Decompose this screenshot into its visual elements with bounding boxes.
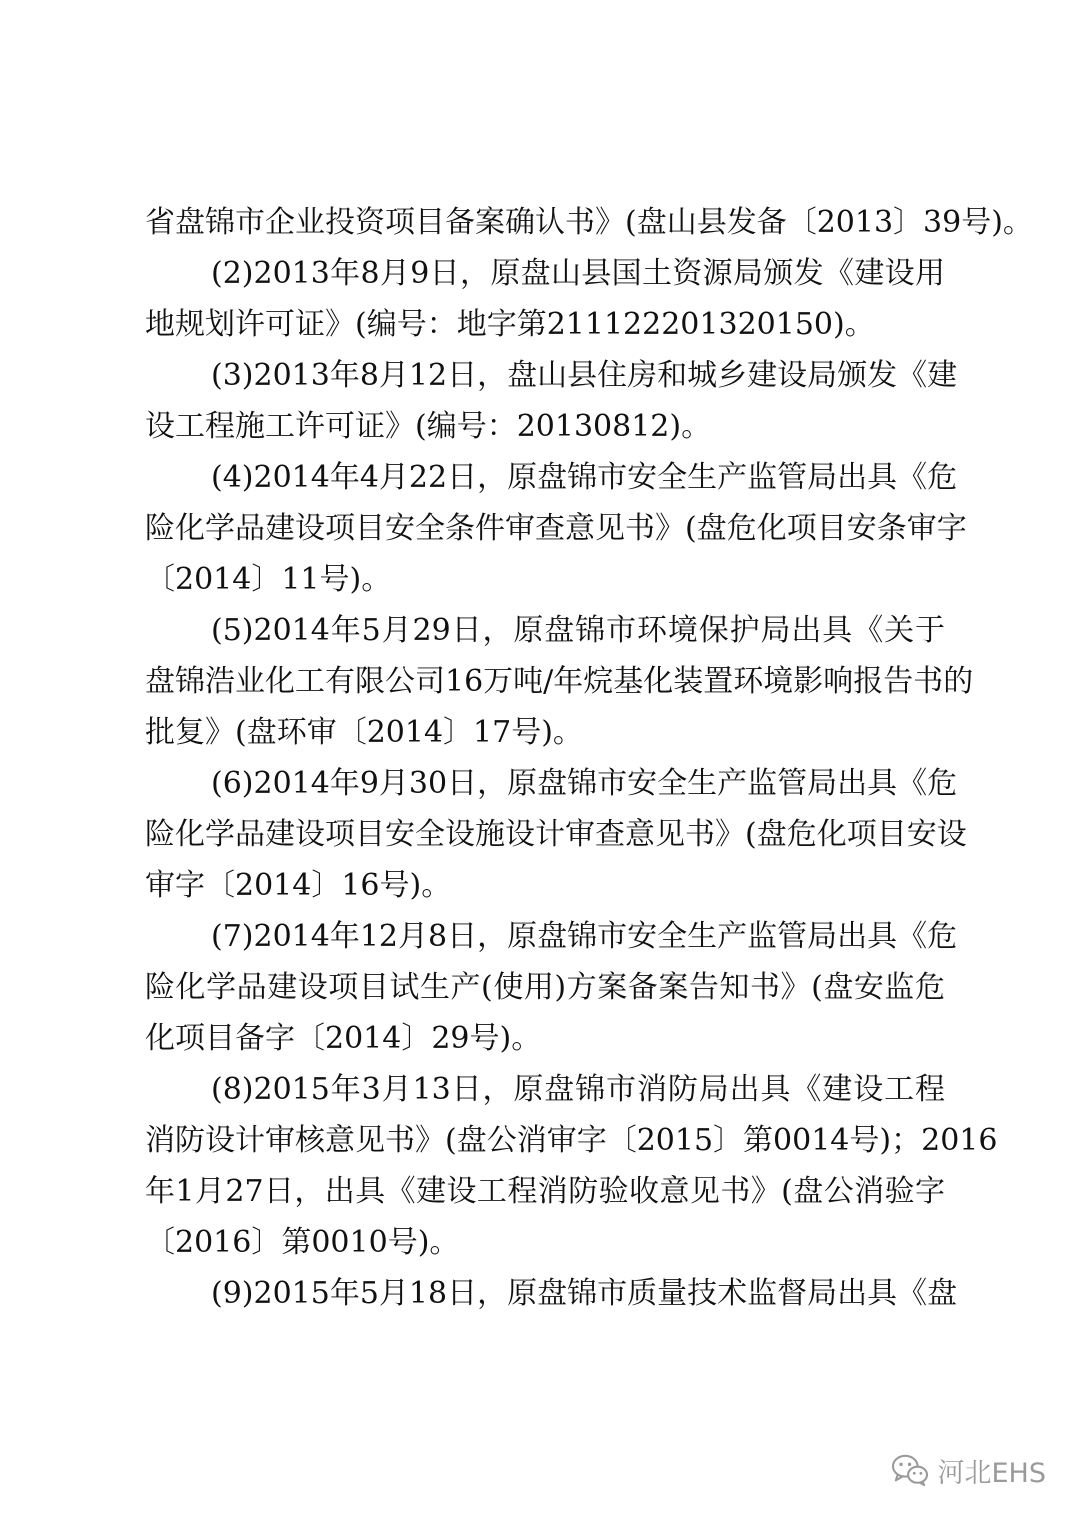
text-line: 批复》(盘环审〔2014〕17号)。 (145, 715, 583, 750)
text-line: (6)2014年9月30日，原盘锦市安全生产监管局出具《危 (211, 766, 958, 801)
wechat-icon (891, 1453, 929, 1487)
watermark-label: 河北EHS (937, 1457, 1046, 1489)
text-line: (5)2014年5月29日，原盘锦市环境保护局出具《关于 (211, 613, 945, 648)
document-page (145, 197, 1033, 1319)
text-line: 化项目备字〔2014〕29号)。 (145, 1021, 542, 1056)
text-line: 险化学品建设项目试生产(使用)方案备案告知书》(盘安监危 (145, 970, 945, 1005)
text-line: 险化学品建设项目安全条件审查意见书》(盘危化项目安条审字 (145, 511, 967, 546)
text-line: (2)2013年8月9日，原盘山县国土资源局颁发《建设用 (211, 256, 945, 291)
watermark (891, 1450, 1046, 1490)
text-line: 〔2014〕11号)。 (145, 562, 392, 597)
text-line: (4)2014年4月22日，原盘锦市安全生产监管局出具《危 (211, 460, 958, 495)
text-line: (3)2013年8月12日，盘山县住房和城乡建设局颁发《建 (211, 358, 958, 393)
text-line: (7)2014年12月8日，原盘锦市安全生产监管局出具《危 (211, 919, 958, 954)
text-line: 设工程施工许可证》(编号：20130812)。 (145, 409, 712, 444)
text-line: 年1月27日，出具《建设工程消防验收意见书》(盘公消验字 (145, 1174, 945, 1209)
text-line: 省盘锦市企业投资项目备案确认书》(盘山县发备〔2013〕39号)。 (145, 205, 1033, 240)
text-line: 险化学品建设项目安全设施设计审查意见书》(盘危化项目安设 (145, 817, 967, 852)
text-line: 〔2016〕第0010号)。 (145, 1225, 460, 1260)
text-line: 盘锦浩业化工有限公司16万吨/年烷基化装置环境影响报告书的 (145, 664, 974, 699)
document-body (145, 197, 1033, 1319)
text-line: (8)2015年3月13日，原盘锦市消防局出具《建设工程 (211, 1072, 945, 1107)
text-line: 消防设计审核意见书》(盘公消审字〔2015〕第0014号)；2016 (145, 1123, 998, 1158)
text-line: 地规划许可证》(编号：地字第211122201320150)。 (145, 307, 875, 342)
text-line: (9)2015年5月18日，原盘锦市质量技术监督局出具《盘 (211, 1276, 958, 1311)
text-line: 审字〔2014〕16号)。 (145, 868, 452, 903)
